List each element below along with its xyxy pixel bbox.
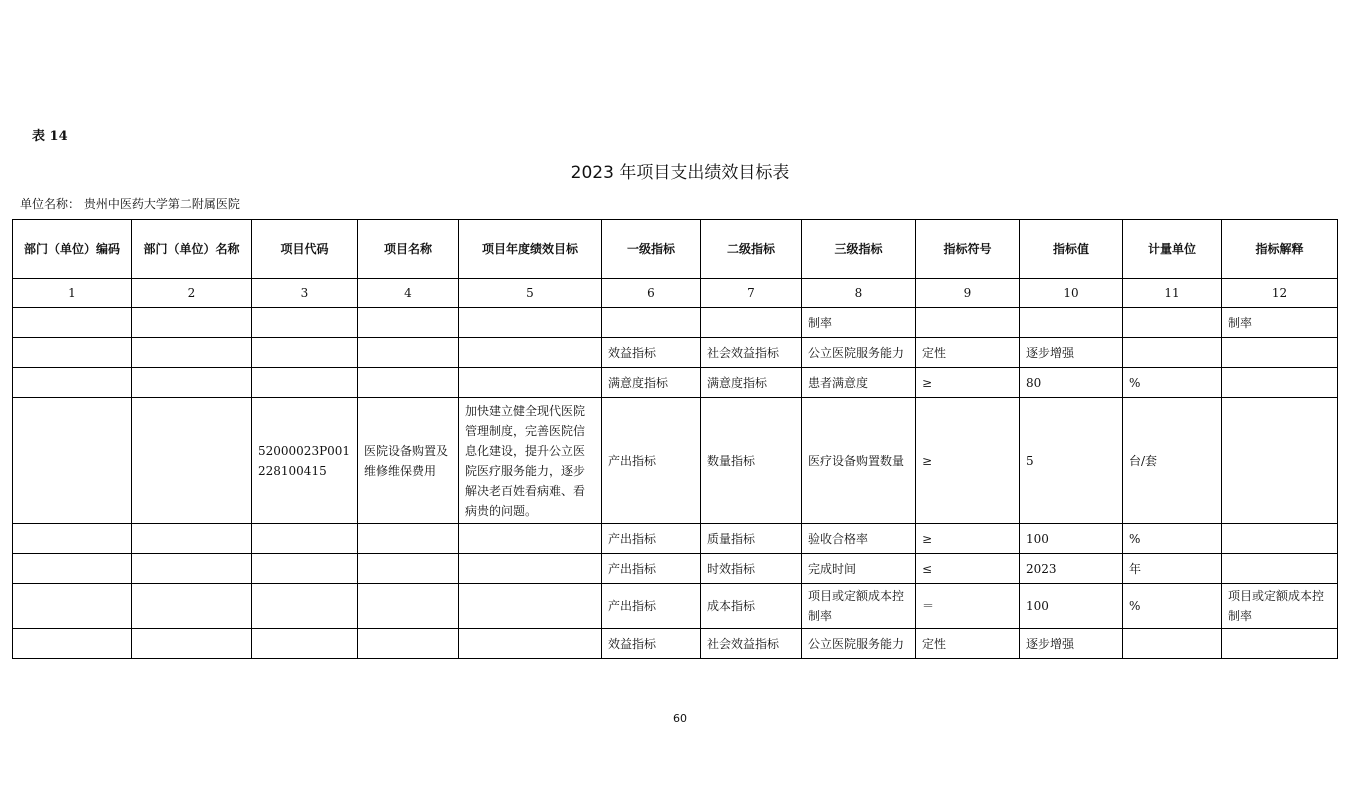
table-cell bbox=[13, 584, 132, 629]
table-row bbox=[13, 308, 1338, 338]
performance-table bbox=[12, 219, 1338, 659]
table-cell bbox=[358, 524, 459, 554]
table-cell bbox=[459, 629, 602, 659]
table-cell bbox=[701, 308, 802, 338]
table-cell: 逐步增强 bbox=[1020, 338, 1123, 368]
column-number: 10 bbox=[1020, 279, 1123, 308]
table-cell bbox=[252, 308, 358, 338]
table-cell bbox=[132, 338, 252, 368]
table-cell bbox=[132, 524, 252, 554]
table-cell: 时效指标 bbox=[701, 554, 802, 584]
column-number: 2 bbox=[132, 279, 252, 308]
table-cell: 80 bbox=[1020, 368, 1123, 398]
table-cell: 项目或定额成本控制率 bbox=[802, 584, 916, 629]
header-cell: 部门（单位）名称 bbox=[132, 220, 252, 279]
table-cell: 社会效益指标 bbox=[701, 338, 802, 368]
table-cell bbox=[13, 554, 132, 584]
table-cell: ≥ bbox=[916, 368, 1020, 398]
project-goal: 加快建立健全现代医院管理制度，完善医院信息化建设，提升公立医院医疗服务能力，逐步解决老百姓看病难、看病贵的问题。 bbox=[459, 398, 602, 524]
table-cell bbox=[1123, 338, 1222, 368]
table-cell bbox=[1123, 308, 1222, 338]
column-number: 5 bbox=[459, 279, 602, 308]
header-row bbox=[13, 220, 1338, 279]
table-cell: 产出指标 bbox=[602, 524, 701, 554]
table-cell: ＝ bbox=[916, 584, 1020, 629]
table-cell bbox=[132, 308, 252, 338]
table-cell bbox=[459, 338, 602, 368]
table-cell bbox=[13, 398, 132, 524]
table-cell: 满意度指标 bbox=[602, 368, 701, 398]
table-cell: 制率 bbox=[802, 308, 916, 338]
table-cell bbox=[252, 524, 358, 554]
table-row bbox=[13, 584, 1338, 629]
table-cell bbox=[1222, 368, 1338, 398]
table-cell bbox=[132, 368, 252, 398]
header-cell: 项目代码 bbox=[252, 220, 358, 279]
table-cell bbox=[358, 338, 459, 368]
table-row bbox=[13, 629, 1338, 659]
page-number: 60 bbox=[673, 712, 687, 725]
table-cell bbox=[358, 584, 459, 629]
table-cell: 100 bbox=[1020, 584, 1123, 629]
table-cell bbox=[132, 629, 252, 659]
table-cell bbox=[459, 308, 602, 338]
table-cell bbox=[1123, 629, 1222, 659]
table-row bbox=[13, 398, 1338, 524]
header-cell: 指标值 bbox=[1020, 220, 1123, 279]
column-number: 1 bbox=[13, 279, 132, 308]
table-cell: 100 bbox=[1020, 524, 1123, 554]
header-cell: 部门（单位）编码 bbox=[13, 220, 132, 279]
table-cell: 完成时间 bbox=[802, 554, 916, 584]
table-row bbox=[13, 368, 1338, 398]
project-name: 医院设备购置及维修维保费用 bbox=[358, 398, 459, 524]
table-cell: % bbox=[1123, 368, 1222, 398]
table-cell bbox=[1020, 308, 1123, 338]
table-cell bbox=[252, 629, 358, 659]
header-cell: 项目名称 bbox=[358, 220, 459, 279]
table-cell bbox=[459, 554, 602, 584]
table-cell: 患者满意度 bbox=[802, 368, 916, 398]
table-cell: ≥ bbox=[916, 524, 1020, 554]
table-cell bbox=[252, 368, 358, 398]
table-cell: 公立医院服务能力 bbox=[802, 338, 916, 368]
table-cell bbox=[1222, 629, 1338, 659]
table-row bbox=[13, 338, 1338, 368]
table-cell bbox=[602, 308, 701, 338]
table-cell: 数量指标 bbox=[701, 398, 802, 524]
header-cell: 指标符号 bbox=[916, 220, 1020, 279]
column-number: 6 bbox=[602, 279, 701, 308]
table-cell: 产出指标 bbox=[602, 584, 701, 629]
table-cell bbox=[459, 368, 602, 398]
table-cell bbox=[459, 584, 602, 629]
table-cell bbox=[132, 584, 252, 629]
unit-name: 单位名称： 贵州中医药大学第二附属医院 bbox=[20, 197, 240, 211]
header-cell: 三级指标 bbox=[802, 220, 916, 279]
column-number: 9 bbox=[916, 279, 1020, 308]
header-cell: 项目年度绩效目标 bbox=[459, 220, 602, 279]
table-cell: 公立医院服务能力 bbox=[802, 629, 916, 659]
project-code: 52000023P001228100415 bbox=[252, 398, 358, 524]
table-label: 表 14 bbox=[32, 129, 68, 144]
table-cell bbox=[358, 308, 459, 338]
table-cell: 逐步增强 bbox=[1020, 629, 1123, 659]
table-cell bbox=[13, 368, 132, 398]
table-cell bbox=[252, 584, 358, 629]
table-cell bbox=[132, 554, 252, 584]
table-cell: % bbox=[1123, 584, 1222, 629]
table-cell: 年 bbox=[1123, 554, 1222, 584]
table-cell bbox=[1222, 398, 1338, 524]
table-cell: 社会效益指标 bbox=[701, 629, 802, 659]
table-cell bbox=[13, 629, 132, 659]
table-cell bbox=[13, 308, 132, 338]
table-cell: ≤ bbox=[916, 554, 1020, 584]
column-number: 12 bbox=[1222, 279, 1338, 308]
table-cell bbox=[1222, 554, 1338, 584]
table-cell: 满意度指标 bbox=[701, 368, 802, 398]
table-cell: % bbox=[1123, 524, 1222, 554]
table-cell: 效益指标 bbox=[602, 338, 701, 368]
table-cell: 定性 bbox=[916, 338, 1020, 368]
table-cell: 5 bbox=[1020, 398, 1123, 524]
table-cell bbox=[358, 629, 459, 659]
table-cell bbox=[1222, 524, 1338, 554]
table-cell bbox=[252, 338, 358, 368]
table-cell: ≥ bbox=[916, 398, 1020, 524]
table-cell bbox=[132, 398, 252, 524]
table-cell: 质量指标 bbox=[701, 524, 802, 554]
column-number: 3 bbox=[252, 279, 358, 308]
table-cell: 定性 bbox=[916, 629, 1020, 659]
table-row bbox=[13, 554, 1338, 584]
header-cell: 指标解释 bbox=[1222, 220, 1338, 279]
table-cell bbox=[459, 524, 602, 554]
column-number: 4 bbox=[358, 279, 459, 308]
table-cell: 台/套 bbox=[1123, 398, 1222, 524]
table-cell: 产出指标 bbox=[602, 398, 701, 524]
table-cell: 成本指标 bbox=[701, 584, 802, 629]
column-number-row bbox=[13, 279, 1338, 308]
table-cell bbox=[13, 338, 132, 368]
table-cell bbox=[252, 554, 358, 584]
table-cell bbox=[358, 554, 459, 584]
header-cell: 一级指标 bbox=[602, 220, 701, 279]
header-cell: 计量单位 bbox=[1123, 220, 1222, 279]
table-cell: 2023 bbox=[1020, 554, 1123, 584]
table-cell: 效益指标 bbox=[602, 629, 701, 659]
column-number: 8 bbox=[802, 279, 916, 308]
header-cell: 二级指标 bbox=[701, 220, 802, 279]
table-cell: 验收合格率 bbox=[802, 524, 916, 554]
page-title: 2023 年项目支出绩效目标表 bbox=[570, 163, 790, 183]
table-cell: 制率 bbox=[1222, 308, 1338, 338]
table-cell bbox=[13, 524, 132, 554]
table-cell bbox=[1222, 338, 1338, 368]
column-number: 11 bbox=[1123, 279, 1222, 308]
table-cell: 医疗设备购置数量 bbox=[802, 398, 916, 524]
table-row bbox=[13, 524, 1338, 554]
column-number: 7 bbox=[701, 279, 802, 308]
table-cell: 项目或定额成本控制率 bbox=[1222, 584, 1338, 629]
table-cell bbox=[358, 368, 459, 398]
table-cell bbox=[916, 308, 1020, 338]
table-cell: 产出指标 bbox=[602, 554, 701, 584]
